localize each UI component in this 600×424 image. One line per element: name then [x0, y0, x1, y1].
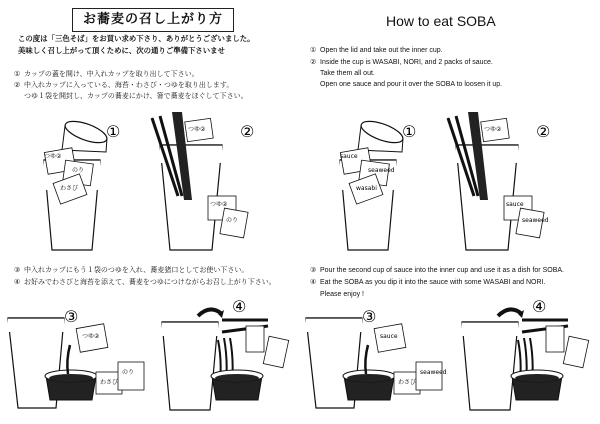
en-p1-wasabi-label: wasabi — [356, 185, 377, 192]
en-step-4-cont: Please enjoy ! — [320, 291, 364, 298]
en-panel-1 — [340, 117, 405, 250]
en-marker-3: ③ — [362, 307, 377, 326]
en-p2-seaweed-label: seaweed — [522, 217, 549, 224]
jp-step-2: ② 中入れカップに入っている、海苔・わさび・つゆを取り出します。 — [14, 82, 234, 89]
jp-marker-2: ② — [240, 122, 255, 141]
en-p2-tsuyu-label: つゆ② — [484, 126, 502, 133]
jp-panel-3 — [8, 318, 144, 408]
en-panel-3 — [306, 318, 442, 408]
en-step-2-cont-a: Take them all out. — [320, 70, 375, 77]
intro-line-2: 美味しく召し上がって頂くために、次の通りご準備下さいませ — [18, 46, 225, 55]
en-p1-seaweed-label: seaweed — [368, 167, 395, 174]
jp-step-2-cont: つゆ１袋を開封し、カップの蕎麦にかけ、箸で蕎麦をほぐして下さい。 — [24, 93, 248, 100]
en-p3-wasabi-label: わさび — [398, 379, 417, 386]
jp-p3-wasabi-label: わさび — [100, 379, 119, 386]
en-marker-4: ④ — [532, 297, 547, 316]
en-p1-sauce-label: sauce — [340, 153, 358, 160]
jp-step-1: ① カップの蓋を開け、中入れカップを取り出して下さい。 — [14, 71, 199, 78]
japanese-title: お蕎麦の召し上がり方 — [72, 8, 234, 32]
jp-p2-tsuyu-label: つゆ② — [188, 126, 206, 133]
en-step-3: ③ Pour the second cup of sauce into the inner cup and use it as a dish for SOBA. — [310, 267, 564, 274]
en-step-2: ② Inside the cup is WASABI, NORI, and 2 packs of sauce. — [310, 59, 493, 66]
jp-panel-4 — [162, 309, 289, 410]
jp-p1-nori-label: のり — [72, 167, 85, 174]
jp-step-3: ③ 中入れカップにもう１袋のつゆを入れ、蕎麦猪口としてお使い下さい。 — [14, 267, 249, 274]
en-step-2-cont-b: Open one sauce and pour it over the SOBA to loosen it up. — [320, 81, 503, 88]
en-p3-seaweed-label: seaweed — [420, 369, 447, 376]
jp-p1-tsuyu-label: つゆ② — [44, 153, 62, 160]
en-step-1: ① Open the lid and take out the inner cup. — [310, 47, 443, 54]
jp-panel-1 — [44, 117, 109, 250]
jp-marker-4: ④ — [232, 297, 247, 316]
jp-marker-3: ③ — [64, 307, 79, 326]
intro-line-1: この度は「三色そば」をお買い求め下さり、ありがとうございました。 — [18, 34, 255, 43]
jp-p3-tsuyu-label: つゆ② — [82, 333, 100, 340]
en-p3-sauce-label: sauce — [380, 333, 398, 340]
en-p2-sauce-label: sauce — [506, 201, 524, 208]
en-marker-2: ② — [536, 122, 551, 141]
en-marker-1: ① — [402, 122, 417, 141]
jp-step-4: ④ お好みでわさびと海苔を添えて、蕎麦をつゆにつけながらお召し上がり下さい。 — [14, 279, 276, 286]
jp-p3-nori-label: のり — [122, 369, 135, 376]
en-step-4: ④ Eat the SOBA as you dip it into the sauce with some WASABI and NORI. — [310, 279, 546, 286]
jp-marker-1: ① — [106, 122, 121, 141]
en-panel-4 — [462, 309, 589, 410]
jp-p2-nori-label: のり — [226, 217, 239, 224]
english-title: How to eat SOBA — [386, 13, 496, 29]
jp-p2-tsuyu-label-b: つゆ② — [210, 201, 228, 208]
jp-p1-wasabi-label: わさび — [60, 185, 79, 192]
